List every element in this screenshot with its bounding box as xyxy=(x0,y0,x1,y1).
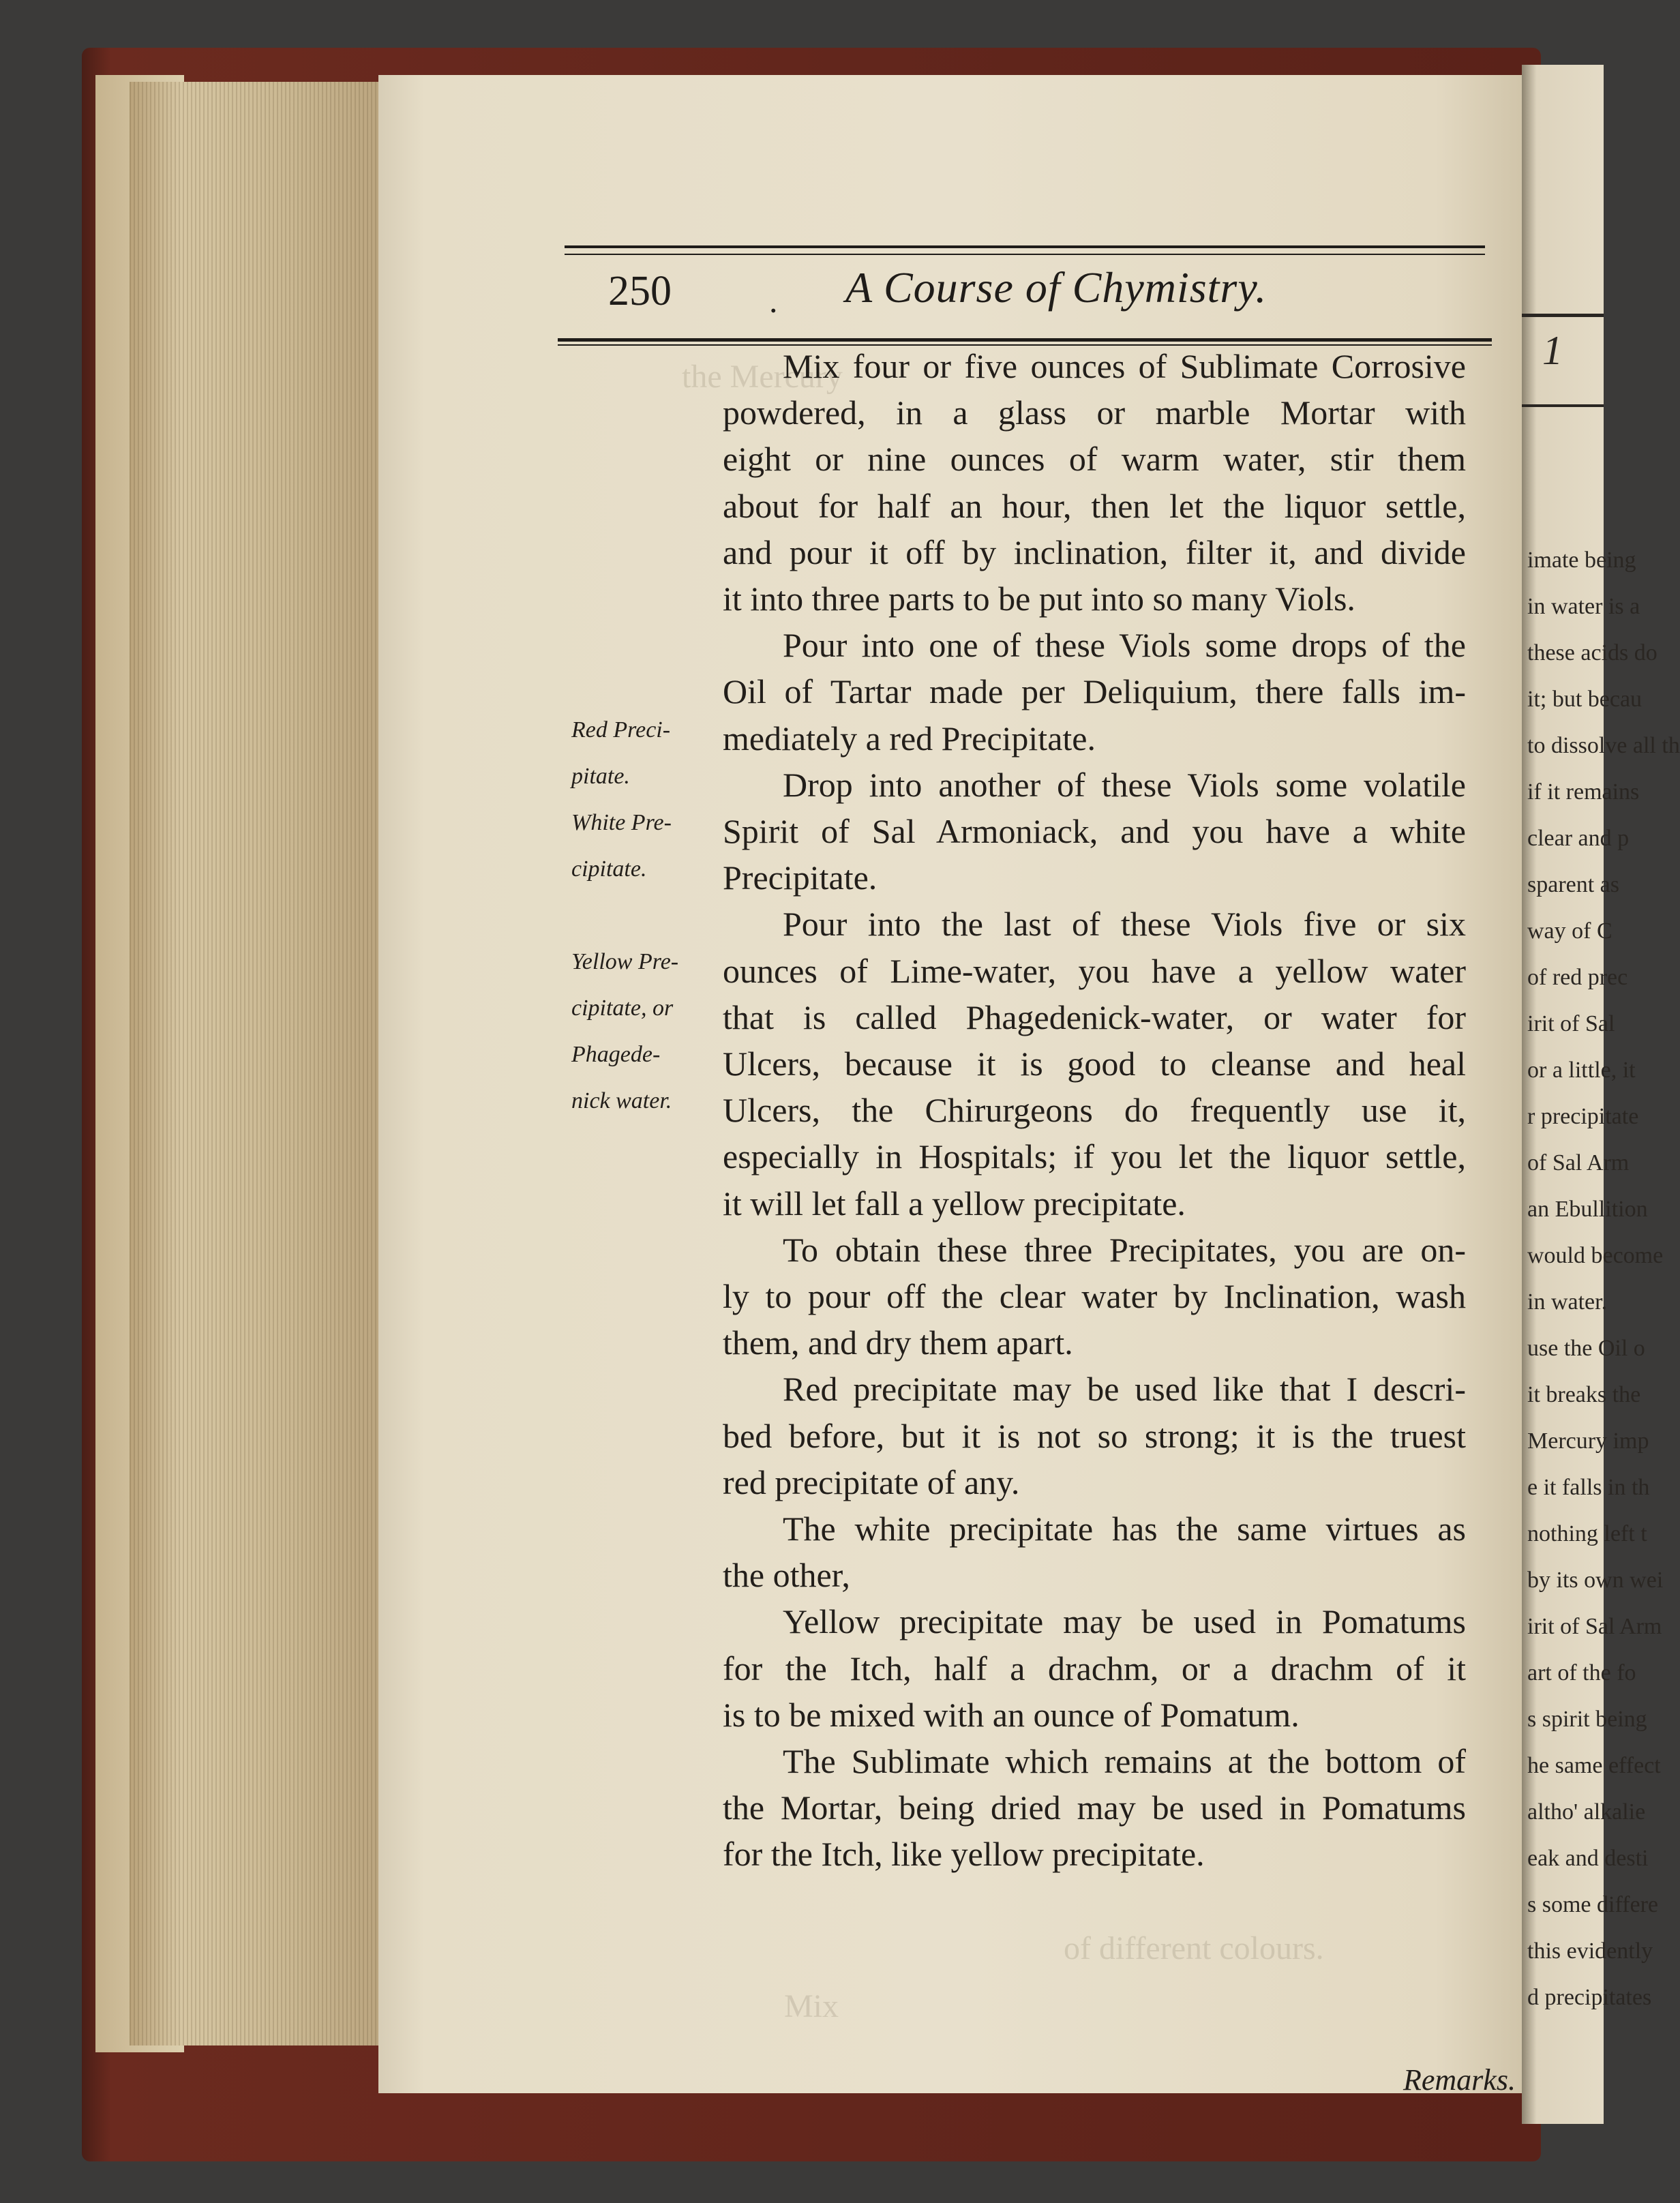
page-edges xyxy=(130,82,382,2045)
margin-note-line: Yellow Pre- xyxy=(571,949,679,974)
page-number: 250 xyxy=(608,268,672,314)
header-rule-top xyxy=(565,245,1485,248)
margin-note-line: nick water. xyxy=(571,1088,672,1113)
facing-page-line: nothing left t xyxy=(1527,1521,1647,1546)
margin-note-red-precipitate xyxy=(571,707,721,800)
facing-page-line: of Sal Arm xyxy=(1527,1150,1630,1175)
body-line: especially in Hospitals; if you let the liquor settle, xyxy=(723,1137,1466,1176)
facing-page-line: would become xyxy=(1527,1243,1664,1268)
facing-page-line: Mercury imp xyxy=(1527,1428,1649,1454)
facing-page-line: these acids do xyxy=(1527,640,1657,665)
body-line: the Mortar, being dried may be used in Pomatums xyxy=(723,1788,1466,1827)
facing-page-line: art of the fo xyxy=(1527,1660,1636,1685)
facing-page-line: by its own wei xyxy=(1527,1568,1664,1593)
facing-page-line: if it remains xyxy=(1527,779,1640,805)
facing-page-line: this evidently xyxy=(1527,1938,1653,1964)
facing-header-rule-top xyxy=(1522,314,1604,317)
body-line: The white precipitate has the same virtues as xyxy=(783,1510,1466,1548)
facing-page-line: an Ebullition xyxy=(1527,1197,1648,1222)
facing-page-line: in water. xyxy=(1527,1289,1608,1315)
body-line: Yellow precipitate may be used in Pomatums xyxy=(783,1602,1466,1641)
body-line: The Sublimate which remains at the bottom of xyxy=(783,1742,1466,1780)
facing-page-line: imate being xyxy=(1527,548,1636,573)
body-line: Red precipitate may be used like that I descri- xyxy=(783,1370,1466,1409)
facing-page-line: s spirit being xyxy=(1527,1707,1647,1732)
body-line: powdered, in a glass or marble Mortar with xyxy=(723,393,1466,432)
body-line: bed before, but it is not so strong; it is the truest xyxy=(723,1416,1466,1455)
body-line: Ulcers, because it is good to cleanse and heal xyxy=(723,1045,1466,1083)
header-rule-bottom xyxy=(558,338,1492,342)
body-line: and pour it off by inclination, filter it, and divide xyxy=(723,533,1466,571)
body-line: mediately a red Precipitate. xyxy=(723,719,1096,758)
facing-page-line: he same effect xyxy=(1527,1753,1661,1778)
facing-page-line: it breaks the xyxy=(1527,1382,1641,1407)
body-line: the other, xyxy=(723,1556,850,1595)
body-line: about for half an hour, then let the liquor settle, xyxy=(723,486,1466,525)
body-line: it will let fall a yellow precipitate. xyxy=(723,1184,1186,1223)
body-line: it into three parts to be put into so many Viols. xyxy=(723,580,1355,618)
facing-page-line: to dissolve all th xyxy=(1527,733,1680,758)
facing-page-line: sparent as xyxy=(1527,872,1620,897)
body-line: ly to pour off the clear water by Inclination, wash xyxy=(723,1277,1466,1315)
margin-note-line: cipitate. xyxy=(571,856,647,882)
running-head: A Course of Chymistry. xyxy=(845,263,1268,312)
facing-page-folio: 1 xyxy=(1542,328,1563,373)
facing-page-line: or a little, it xyxy=(1527,1058,1636,1083)
margin-note-line: cipitate, or xyxy=(571,995,674,1021)
facing-page-line: in water is a xyxy=(1527,594,1640,619)
body-line: red precipitate of any. xyxy=(723,1463,1020,1501)
body-line: for the Itch, like yellow precipitate. xyxy=(723,1835,1205,1874)
show-through-text: the Mercury xyxy=(682,359,843,395)
margin-note-yellow-precipitate xyxy=(571,939,721,1124)
facing-header-rule-bottom xyxy=(1522,404,1604,407)
margin-note-line: Phagede- xyxy=(571,1042,661,1067)
facing-page-line: irit of Sal xyxy=(1527,1011,1615,1036)
body-line: that is called Phagedenick-water, or water for xyxy=(723,998,1466,1036)
margin-note-line: pitate. xyxy=(571,764,630,789)
facing-page-line: way of C xyxy=(1527,918,1612,944)
body-line: Precipitate. xyxy=(723,858,877,897)
body-line: them, and dry them apart. xyxy=(723,1323,1073,1362)
margin-note-white-precipitate xyxy=(571,800,721,893)
body-line: Pour into one of these Viols some drops of the xyxy=(783,626,1466,665)
body-line: Ulcers, the Chirurgeons do frequently use it, xyxy=(723,1091,1466,1130)
header-separator: . xyxy=(769,282,778,320)
facing-page-line: r precipitate xyxy=(1527,1104,1639,1129)
facing-page-line: irit of Sal Arm xyxy=(1527,1614,1662,1639)
body-line: Drop into another of these Viols some volatile xyxy=(783,765,1466,804)
show-through-text: of different colours. xyxy=(1064,1930,1324,1966)
facing-page-line: of red prec xyxy=(1527,965,1628,990)
facing-page-line: clear and p xyxy=(1527,826,1630,851)
facing-page-line: eak and desti xyxy=(1527,1846,1649,1871)
body-line: Spirit of Sal Armoniack, and you have a white xyxy=(723,812,1466,850)
facing-page-line: d precipitates xyxy=(1527,1985,1652,2010)
facing-page-line: it; but becau xyxy=(1527,687,1642,712)
body-text xyxy=(723,343,1466,1911)
facing-page-line: e it falls in th xyxy=(1527,1475,1650,1500)
header-rule-top-thin xyxy=(565,254,1485,255)
body-line: eight or nine ounces of warm water, stir them xyxy=(723,440,1466,479)
facing-page-line: use the Oil o xyxy=(1527,1336,1645,1361)
body-line: is to be mixed with an ounce of Pomatum. xyxy=(723,1695,1300,1734)
body-line: Mix four or five ounces of Sublimate Corrosive xyxy=(783,347,1466,385)
facing-page-line: altho' alkalie xyxy=(1527,1799,1646,1825)
margin-note-line: White Pre- xyxy=(571,810,672,835)
facing-page-text xyxy=(1522,65,1680,2124)
body-line: Pour into the last of these Viols five or six xyxy=(783,905,1466,944)
body-line: for the Itch, half a drachm, or a drachm of it xyxy=(723,1649,1466,1688)
body-line: To obtain these three Precipitates, you are on- xyxy=(783,1230,1466,1269)
facing-page-line: s some differe xyxy=(1527,1892,1658,1917)
body-line: Oil of Tartar made per Deliquium, there falls im- xyxy=(723,672,1466,711)
facing-page xyxy=(1522,65,1680,2124)
show-through-text: Mix xyxy=(784,1988,839,2024)
catchword: Remarks. xyxy=(1403,2063,1516,2097)
margin-note-line: Red Preci- xyxy=(571,717,671,743)
body-line: ounces of Lime-water, you have a yellow water xyxy=(723,951,1466,990)
